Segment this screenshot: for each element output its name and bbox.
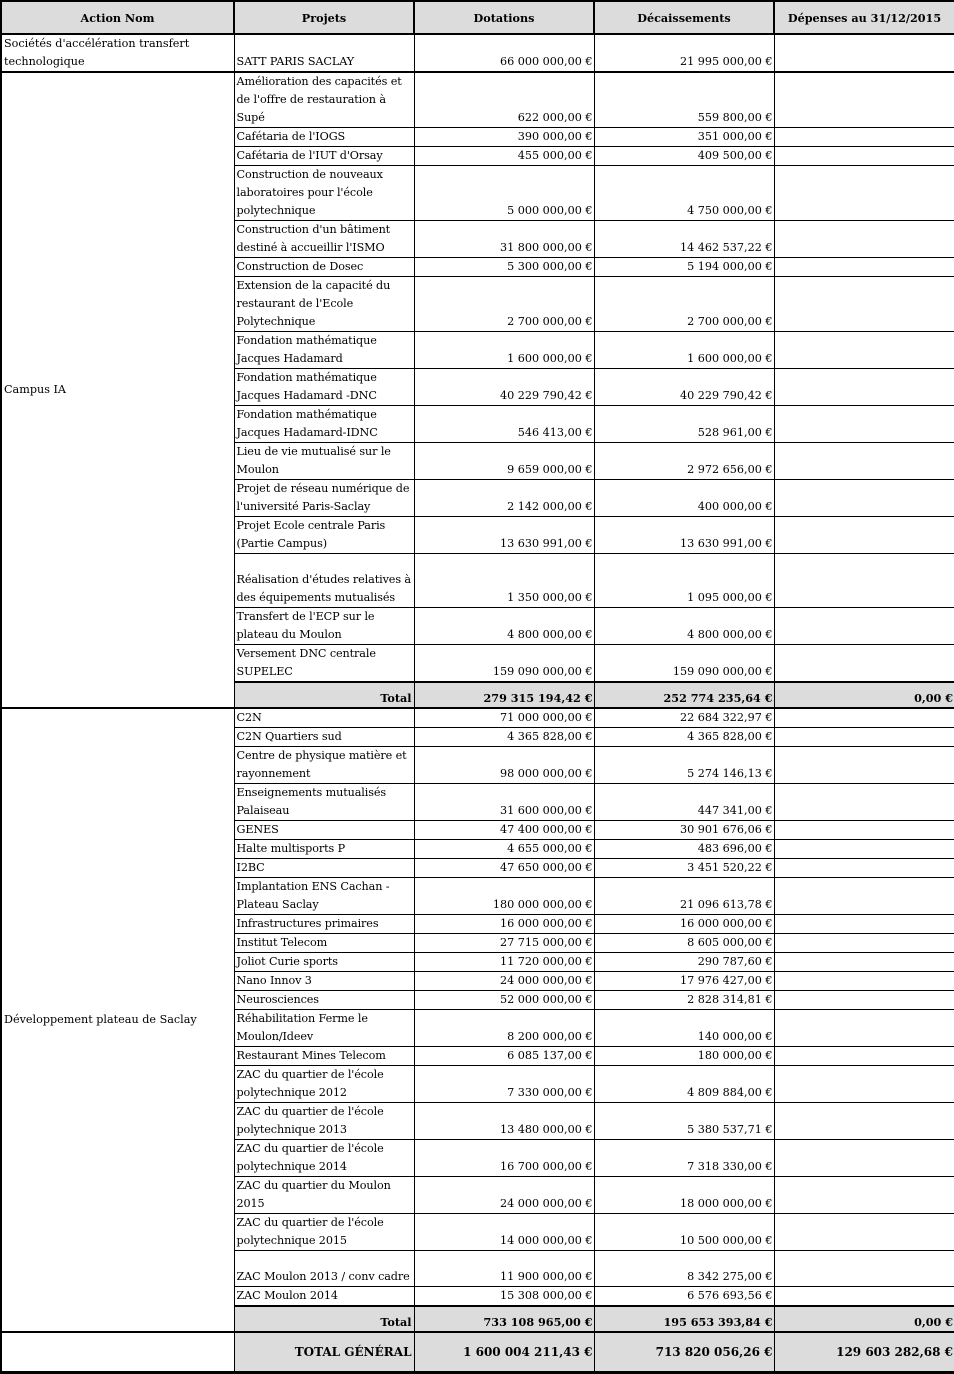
- dotation-cell: 47 650 000,00 €: [414, 859, 594, 878]
- grand-total-row: [1, 1332, 954, 1373]
- depense-cell: [774, 878, 954, 915]
- project-name-cell: C2N: [234, 708, 414, 728]
- project-name-cell: GENES: [234, 821, 414, 840]
- depense-cell: [774, 645, 954, 683]
- project-name-cell: Projet Ecole centrale Paris (Partie Campus): [234, 517, 414, 554]
- decaissement-cell: 400 000,00 €: [594, 480, 774, 517]
- decaissement-cell: 2 972 656,00 €: [594, 443, 774, 480]
- depense-cell: [774, 747, 954, 784]
- project-name-cell: ZAC Moulon 2013 / conv cadre: [234, 1251, 414, 1287]
- table-row: [1, 72, 954, 128]
- project-name-cell: Construction d'un bâtiment destiné à accueillir l'ISMO: [234, 221, 414, 258]
- decaissement-cell: 18 000 000,00 €: [594, 1177, 774, 1214]
- decaissement-cell: 483 696,00 €: [594, 840, 774, 859]
- header-row: [1, 1, 954, 34]
- depense-cell: [774, 258, 954, 277]
- dotation-cell: 6 085 137,00 €: [414, 1047, 594, 1066]
- project-name-cell: Fondation mathématique Jacques Hadamard: [234, 332, 414, 369]
- dotation-cell: 390 000,00 €: [414, 128, 594, 147]
- depense-cell: [774, 1177, 954, 1214]
- depense-cell: [774, 221, 954, 258]
- dotation-cell: 2 700 000,00 €: [414, 277, 594, 332]
- dotation-cell: 31 800 000,00 €: [414, 221, 594, 258]
- decaissement-cell: 2 700 000,00 €: [594, 277, 774, 332]
- action-name-cell: Campus IA: [1, 72, 234, 708]
- dotation-cell: 4 655 000,00 €: [414, 840, 594, 859]
- dotation-cell: 66 000 000,00 €: [414, 34, 594, 72]
- decaissement-cell: 30 901 676,06 €: [594, 821, 774, 840]
- project-name-cell: I2BC: [234, 859, 414, 878]
- depense-cell: [774, 554, 954, 608]
- dotation-cell: 9 659 000,00 €: [414, 443, 594, 480]
- project-name-cell: Construction de nouveaux laboratoires pour l'école polytechnique: [234, 166, 414, 221]
- depense-cell: [774, 480, 954, 517]
- total-dotation: 279 315 194,42 €: [414, 682, 594, 708]
- decaissement-cell: 528 961,00 €: [594, 406, 774, 443]
- depense-cell: [774, 821, 954, 840]
- project-name-cell: Amélioration des capacités et de l'offre de restauration à Supé: [234, 72, 414, 128]
- depense-cell: [774, 784, 954, 821]
- project-name-cell: Joliot Curie sports: [234, 953, 414, 972]
- decaissement-cell: 10 500 000,00 €: [594, 1214, 774, 1251]
- project-name-cell: ZAC du quartier de l'école polytechnique 2015: [234, 1214, 414, 1251]
- decaissement-cell: 21 096 613,78 €: [594, 878, 774, 915]
- depense-cell: [774, 517, 954, 554]
- header-depenses: Dépenses au 31/12/2015: [774, 1, 954, 34]
- project-name-cell: Cafétaria de l'IOGS: [234, 128, 414, 147]
- project-name-cell: Transfert de l'ECP sur le plateau du Moulon: [234, 608, 414, 645]
- depense-cell: [774, 128, 954, 147]
- decaissement-cell: 180 000,00 €: [594, 1047, 774, 1066]
- decaissement-cell: 40 229 790,42 €: [594, 369, 774, 406]
- decaissement-cell: 6 576 693,56 €: [594, 1287, 774, 1307]
- project-name-cell: ZAC Moulon 2014: [234, 1287, 414, 1307]
- decaissement-cell: 21 995 000,00 €: [594, 34, 774, 72]
- depense-cell: [774, 166, 954, 221]
- depense-cell: [774, 953, 954, 972]
- depense-cell: [774, 1103, 954, 1140]
- dotation-cell: 5 000 000,00 €: [414, 166, 594, 221]
- project-name-cell: Implantation ENS Cachan - Plateau Saclay: [234, 878, 414, 915]
- project-name-cell: Extension de la capacité du restaurant de l'Ecole Polytechnique: [234, 277, 414, 332]
- table-row: [1, 34, 954, 72]
- project-name-cell: Restaurant Mines Telecom: [234, 1047, 414, 1066]
- decaissement-cell: 159 090 000,00 €: [594, 645, 774, 683]
- decaissement-cell: 140 000,00 €: [594, 1010, 774, 1047]
- dotation-cell: 4 800 000,00 €: [414, 608, 594, 645]
- decaissement-cell: 3 451 520,22 €: [594, 859, 774, 878]
- decaissement-cell: 5 380 537,71 €: [594, 1103, 774, 1140]
- project-name-cell: Centre de physique matière et rayonnement: [234, 747, 414, 784]
- grand-total-depense: 129 603 282,68 €: [774, 1332, 954, 1373]
- dotation-cell: 24 000 000,00 €: [414, 1177, 594, 1214]
- grand-total-empty-cell: [1, 1332, 234, 1373]
- decaissement-cell: 4 750 000,00 €: [594, 166, 774, 221]
- header-projets: Projets: [234, 1, 414, 34]
- project-name-cell: Neurosciences: [234, 991, 414, 1010]
- decaissement-cell: 4 800 000,00 €: [594, 608, 774, 645]
- decaissement-cell: 4 365 828,00 €: [594, 728, 774, 747]
- project-name-cell: Halte multisports P: [234, 840, 414, 859]
- decaissement-cell: 559 800,00 €: [594, 72, 774, 128]
- depense-cell: [774, 147, 954, 166]
- decaissement-cell: 16 000 000,00 €: [594, 915, 774, 934]
- decaissement-cell: 5 194 000,00 €: [594, 258, 774, 277]
- dotation-cell: 71 000 000,00 €: [414, 708, 594, 728]
- depense-cell: [774, 1140, 954, 1177]
- depense-cell: [774, 934, 954, 953]
- dotation-cell: 24 000 000,00 €: [414, 972, 594, 991]
- table-row: [1, 708, 954, 728]
- project-name-cell: Versement DNC centrale SUPELEC: [234, 645, 414, 683]
- dotation-cell: 13 630 991,00 €: [414, 517, 594, 554]
- total-dotation: 733 108 965,00 €: [414, 1306, 594, 1332]
- total-label: Total: [234, 682, 414, 708]
- project-name-cell: ZAC du quartier de l'école polytechnique 2012: [234, 1066, 414, 1103]
- decaissement-cell: 1 095 000,00 €: [594, 554, 774, 608]
- project-name-cell: Projet de réseau numérique de l'université Paris-Saclay: [234, 480, 414, 517]
- depense-cell: [774, 840, 954, 859]
- dotation-cell: 5 300 000,00 €: [414, 258, 594, 277]
- dotation-cell: 11 720 000,00 €: [414, 953, 594, 972]
- total-decaissement: 252 774 235,64 €: [594, 682, 774, 708]
- header-action-nom: Action Nom: [1, 1, 234, 34]
- grand-total-label: TOTAL GÉNÉRAL: [234, 1332, 414, 1373]
- depense-cell: [774, 859, 954, 878]
- dotation-cell: 40 229 790,42 €: [414, 369, 594, 406]
- dotation-cell: 2 142 000,00 €: [414, 480, 594, 517]
- total-decaissement: 195 653 393,84 €: [594, 1306, 774, 1332]
- depense-cell: [774, 369, 954, 406]
- depense-cell: [774, 991, 954, 1010]
- decaissement-cell: 13 630 991,00 €: [594, 517, 774, 554]
- dotation-cell: 546 413,00 €: [414, 406, 594, 443]
- depense-cell: [774, 972, 954, 991]
- grand-total-dotation: 1 600 004 211,43 €: [414, 1332, 594, 1373]
- depense-cell: [774, 1251, 954, 1287]
- depense-cell: [774, 34, 954, 72]
- dotation-cell: 622 000,00 €: [414, 72, 594, 128]
- dotation-cell: 14 000 000,00 €: [414, 1214, 594, 1251]
- depense-cell: [774, 1010, 954, 1047]
- dotation-cell: 1 600 000,00 €: [414, 332, 594, 369]
- decaissement-cell: 351 000,00 €: [594, 128, 774, 147]
- action-name-cell: Développement plateau de Saclay: [1, 708, 234, 1332]
- decaissement-cell: 290 787,60 €: [594, 953, 774, 972]
- project-name-cell: ZAC du quartier de l'école polytechnique 2014: [234, 1140, 414, 1177]
- decaissement-cell: 14 462 537,22 €: [594, 221, 774, 258]
- project-name-cell: Fondation mathématique Jacques Hadamard -DNC: [234, 369, 414, 406]
- dotation-cell: 16 700 000,00 €: [414, 1140, 594, 1177]
- depense-cell: [774, 406, 954, 443]
- depense-cell: [774, 1047, 954, 1066]
- project-name-cell: Fondation mathématique Jacques Hadamard-IDNC: [234, 406, 414, 443]
- project-name-cell: Cafétaria de l'IUT d'Orsay: [234, 147, 414, 166]
- depense-cell: [774, 728, 954, 747]
- decaissement-cell: 4 809 884,00 €: [594, 1066, 774, 1103]
- dotation-cell: 8 200 000,00 €: [414, 1010, 594, 1047]
- project-name-cell: Réhabilitation Ferme le Moulon/Ideev: [234, 1010, 414, 1047]
- dotation-cell: 180 000 000,00 €: [414, 878, 594, 915]
- dotation-cell: 16 000 000,00 €: [414, 915, 594, 934]
- dotation-cell: 98 000 000,00 €: [414, 747, 594, 784]
- total-depense: 0,00 €: [774, 682, 954, 708]
- depense-cell: [774, 708, 954, 728]
- dotation-cell: 455 000,00 €: [414, 147, 594, 166]
- decaissement-cell: 2 828 314,81 €: [594, 991, 774, 1010]
- dotation-cell: 11 900 000,00 €: [414, 1251, 594, 1287]
- dotation-cell: 47 400 000,00 €: [414, 821, 594, 840]
- project-name-cell: Infrastructures primaires: [234, 915, 414, 934]
- depense-cell: [774, 1287, 954, 1307]
- depense-cell: [774, 72, 954, 128]
- depense-cell: [774, 277, 954, 332]
- depense-cell: [774, 443, 954, 480]
- dotation-cell: 31 600 000,00 €: [414, 784, 594, 821]
- project-name-cell: C2N Quartiers sud: [234, 728, 414, 747]
- project-name-cell: ZAC du quartier de l'école polytechnique 2013: [234, 1103, 414, 1140]
- project-name-cell: Réalisation d'études relatives à des équipements mutualisés: [234, 554, 414, 608]
- depense-cell: [774, 915, 954, 934]
- decaissement-cell: 1 600 000,00 €: [594, 332, 774, 369]
- dotation-cell: 27 715 000,00 €: [414, 934, 594, 953]
- dotation-cell: 13 480 000,00 €: [414, 1103, 594, 1140]
- decaissement-cell: 17 976 427,00 €: [594, 972, 774, 991]
- decaissement-cell: 8 605 000,00 €: [594, 934, 774, 953]
- header-decaissements: Décaissements: [594, 1, 774, 34]
- project-name-cell: SATT PARIS SACLAY: [234, 34, 414, 72]
- depense-cell: [774, 608, 954, 645]
- decaissement-cell: 409 500,00 €: [594, 147, 774, 166]
- header-dotations: Dotations: [414, 1, 594, 34]
- dotation-cell: 15 308 000,00 €: [414, 1287, 594, 1307]
- depense-cell: [774, 1066, 954, 1103]
- project-name-cell: Institut Telecom: [234, 934, 414, 953]
- decaissement-cell: 22 684 322,97 €: [594, 708, 774, 728]
- project-name-cell: Construction de Dosec: [234, 258, 414, 277]
- decaissement-cell: 7 318 330,00 €: [594, 1140, 774, 1177]
- dotation-cell: 1 350 000,00 €: [414, 554, 594, 608]
- project-name-cell: ZAC du quartier du Moulon 2015: [234, 1177, 414, 1214]
- total-label: Total: [234, 1306, 414, 1332]
- grand-total-decaissement: 713 820 056,26 €: [594, 1332, 774, 1373]
- dotation-cell: 159 090 000,00 €: [414, 645, 594, 683]
- project-name-cell: Nano Innov 3: [234, 972, 414, 991]
- project-name-cell: Enseignements mutualisés Palaiseau: [234, 784, 414, 821]
- decaissement-cell: 5 274 146,13 €: [594, 747, 774, 784]
- depense-cell: [774, 332, 954, 369]
- decaissement-cell: 447 341,00 €: [594, 784, 774, 821]
- total-depense: 0,00 €: [774, 1306, 954, 1332]
- decaissement-cell: 8 342 275,00 €: [594, 1251, 774, 1287]
- dotation-cell: 4 365 828,00 €: [414, 728, 594, 747]
- dotation-cell: 7 330 000,00 €: [414, 1066, 594, 1103]
- dotation-cell: 52 000 000,00 €: [414, 991, 594, 1010]
- project-name-cell: Lieu de vie mutualisé sur le Moulon: [234, 443, 414, 480]
- table-body: [1, 34, 954, 1373]
- depense-cell: [774, 1214, 954, 1251]
- action-name-cell: Sociétés d'accélération transfert technologique: [1, 34, 234, 72]
